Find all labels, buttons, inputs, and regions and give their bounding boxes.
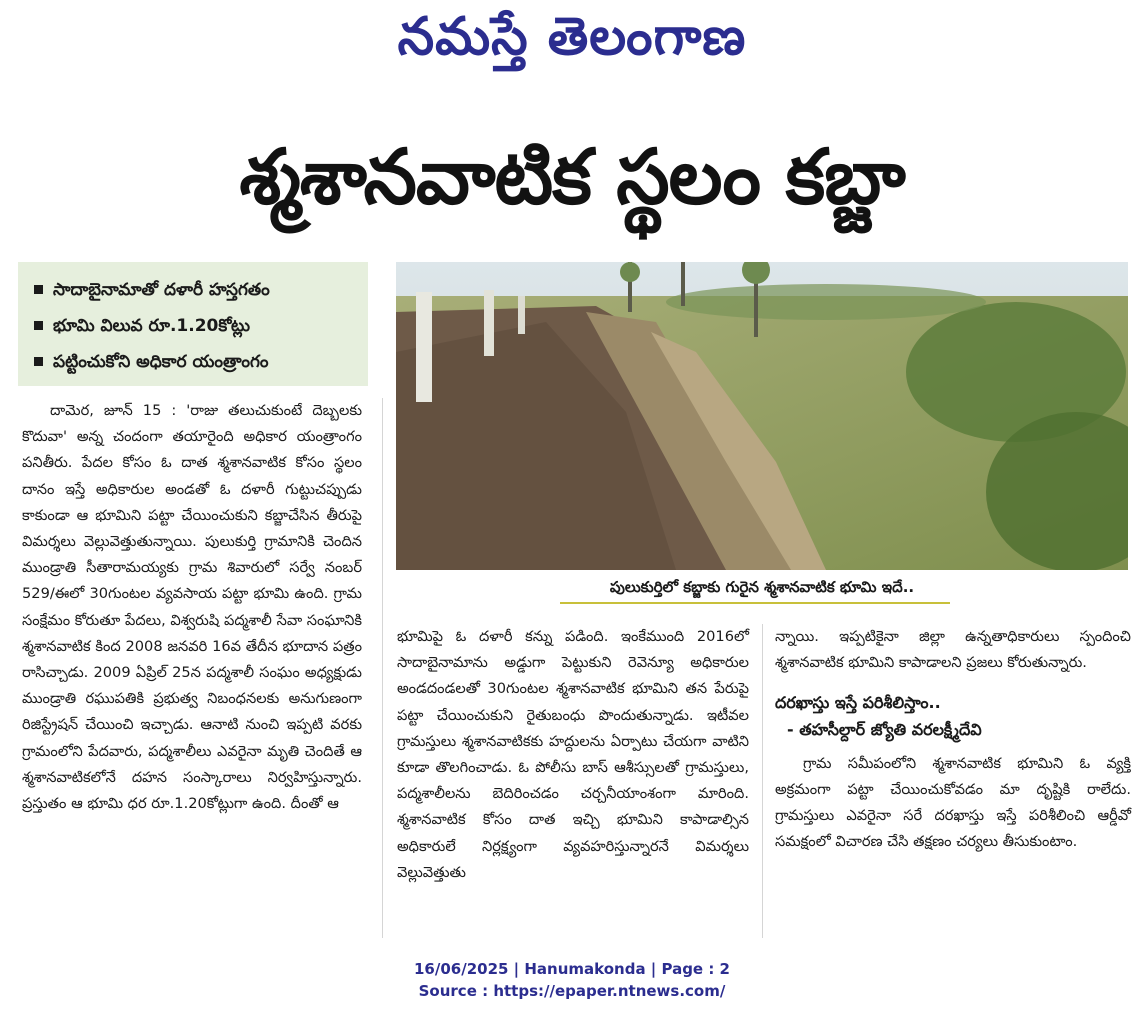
- column-divider: [382, 398, 383, 938]
- article-column-3: [775, 624, 1131, 856]
- masthead-logo: నమస్తే తెలంగాణ: [397, 6, 747, 67]
- article-column-1: [22, 398, 362, 817]
- paragraph: భూమిపై ఓ దళారీ కన్ను పడింది. ఇంకేముంది 2016లో సాదాబైనామాను అడ్డుగా పెట్టుకుని రెవెన్యూ అధికారుల అండదండలతో 30గుంటల శ్మశానవాటిక భూమిని తన పేరుపై పట్టా చేయించుకుని రైతుబంధు పొందుతున్నాడు. ఇటీవల గ్రామస్తులు శ్మశానవాటికకు హద్దులను ఏర్పాటు చేయగా వాటిని కూడా తొలగించాడు. ఓ పోలీసు బాస్ ఆశీస్సులతో గ్రామస్తులు, పద్మశాలీలను బెదిరించడం చర్చనీయాంశంగా మారింది. శ్మశానవాటిక కోసం దాత ఇచ్చి భూమిని కాపాడాల్సిన అధికారులే నిర్లక్ష్యంగా వ్యవహరిస్తున్నారనే విమర్శలు వెల్లువెత్తుతు: [397, 628, 749, 881]
- page-footer: [0, 958, 1144, 1002]
- news-photo: [396, 262, 1128, 570]
- article-column-2: [397, 624, 749, 886]
- highlight-item: [28, 272, 358, 308]
- bullet-square-icon: [34, 321, 43, 330]
- paragraph: దామెర, జూన్ 15 : 'రాజు తలుచుకుంటే దెబ్బలకు కొదువా' అన్న చందంగా తయారైంది అధికార యంత్రాంగం పనితీరు. పేదల కోసం ఓ దాత శ్మశానవాటిక కోసం స్థలం దానం ఇస్తే అధికారుల అండతో ఓ దళారీ గుట్టుచప్పుడు కాకుండా ఆ భూమిని పట్టా చేయించుకుని కబ్జాచేసిన తీరుపై విమర్శలు వెల్లువెత్తుతున్నాయి. పులుకుర్తి గ్రామానికి చెందిన ముండ్రాతి సీతారామయ్యకు గ్రామ శివారులో సర్వే నంబర్ 529/ఈలో 30గుంటల వ్యవసాయ పట్టా భూమి ఉంది. గ్రామ సంక్షేమం కోరుతూ పేదలు, విశ్వరుషి పద్మశాలీ సేవా సంఘానికి శ్మశానవాటిక కింద 2008 జనవరి 16వ తేదీన భూదాన పత్రం రాసిచ్చాడు. 2009 ఏప్రిల్ 25న పద్మశాలీ సంఘం అధ్యక్షుడు ముండ్రాతి రఘుపతికి ప్రభుత్వ నిబంధనలకు అనుగుణంగా రిజిస్ట్రేషన్ చేయించి ఇచ్చాడు. ఆనాటి నుంచి ఇప్పటి వరకు గ్రామంలోని పేదవారు, పద్మశాలీలు ఎవరైనా మృతి చెందితే ఆ శ్మశానవాటికలోనే దహన సంస్కారాలు నిర్వహిస్తున్నారు. ప్రస్తుతం ఆ భూమి ధర రూ.1.20కోట్లుగా ఉంది. దీంతో ఆ: [22, 402, 362, 813]
- subheading: దరఖాస్తు ఇస్తే పరిశీలిస్తాం..: [775, 693, 941, 713]
- highlight-text: పట్టించుకోని అధికార యంత్రాంగం: [53, 352, 269, 372]
- bullet-square-icon: [34, 357, 43, 366]
- bullet-square-icon: [34, 285, 43, 294]
- highlights-box: [18, 262, 368, 386]
- highlight-text: సాదాబైనామాతో దళారీ హస్తగతం: [53, 280, 270, 300]
- caption-underline: [560, 602, 950, 604]
- column-divider: [762, 624, 763, 938]
- highlight-item: [28, 344, 358, 380]
- photo-caption: పులుకుర్తిలో కబ్జాకు గురైన శ్మశానవాటిక భూమి ఇదే..: [609, 578, 915, 596]
- footer-source: Source : https://epaper.ntnews.com/: [418, 982, 726, 1000]
- highlight-item: [28, 308, 358, 344]
- highlight-text: భూమి విలువ రూ.1.20కోట్లు: [53, 316, 250, 336]
- headline: శ్మశానవాటిక స్థలం కబ్జా: [239, 132, 905, 221]
- footer-date-edition: 16/06/2025 | Hanumakonda | Page : 2: [413, 960, 730, 978]
- paragraph: గ్రామ సమీపంలోని శ్మశానవాటిక భూమిని ఓ వ్యక్తి అక్రమంగా పట్టా చేయించుకోవడం మా దృష్టికి రాలేదు. గ్రామస్తులు ఎవరైనా సరే దరఖాస్తు ఇస్తే పరిశీలించి ఆర్డీవో సమక్షంలో విచారణ చేసి తక్షణం చర్యలు తీసుకుంటాం.: [775, 754, 1131, 851]
- byline: - తహసీల్దార్ జ్యోతి వరలక్ష్మీదేవి: [787, 719, 982, 739]
- paragraph: న్నాయి. ఇప్పటికైనా జిల్లా ఉన్నతాధికారులు స్పందించి శ్మశానవాటిక భూమిని కాపాడాలని ప్రజలు కోరుతున్నారు.: [775, 628, 1131, 672]
